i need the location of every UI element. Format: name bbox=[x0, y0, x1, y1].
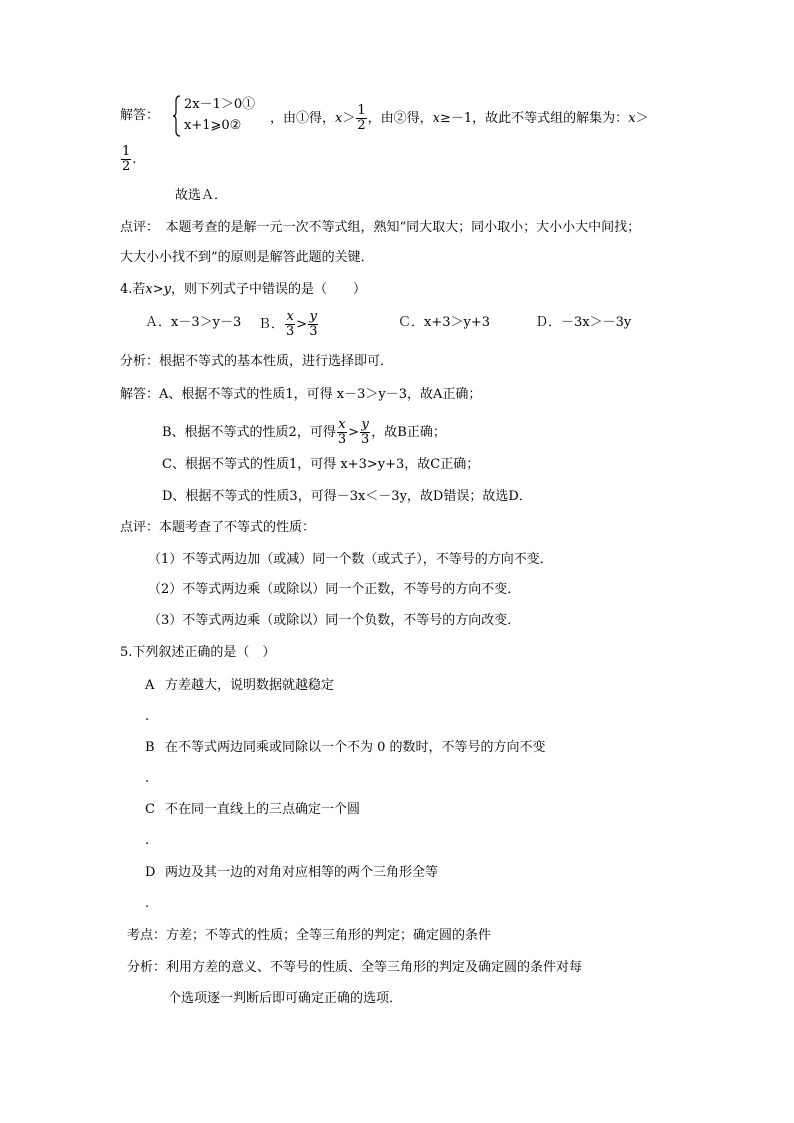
q5-option-d-text: 两边及其一边的对角对应相等的两个三角形全等 bbox=[165, 865, 439, 880]
q5-option-c-text: 不在同一直线上的三点确定一个圆 bbox=[165, 802, 361, 817]
q4-property-2: （2）不等式两边乘（或除以）同一个正数，不等号的方向不变． bbox=[148, 582, 521, 597]
fraction-one-half-2: $\frac{1}{2}$ bbox=[122, 144, 131, 174]
q3-solve-line-fraction: $\frac{1}{2}$ . bbox=[122, 144, 137, 174]
q4-option-c: Ｃ．x+3＞y+3 bbox=[398, 315, 491, 330]
inequality-system bbox=[172, 95, 272, 137]
q3-solve-line: ，由①得，x＞ $\frac{1}{2}$ ，由②得，x≥－1，故此不等式组的解集为：x＞ bbox=[270, 103, 649, 133]
q4-answer-d: D、根据不等式的性质3，可得－3x＜－3y，故D错误；故选D． bbox=[162, 489, 532, 504]
q5-option-a-letter: A bbox=[145, 678, 155, 693]
q5-option-b-text: 在不等式两边同乘或同除以一个不为 0 的数时，不等号的方向不变 bbox=[165, 740, 546, 755]
q3-answer-label: 解答： bbox=[120, 108, 160, 123]
q4-option-d: Ｄ．－3x＞－3y bbox=[535, 315, 632, 330]
q4-comment: 点评：本题考查了不等式的性质： bbox=[120, 520, 316, 535]
q4-answer-a: 解答：A、根据不等式的性质1，可得 x－3＞y－3，故A正确； bbox=[120, 387, 482, 402]
q5-analysis-1: 分析：利用方差的意义、不等号的性质、全等三角形的判定及确定圆的条件对每 bbox=[127, 960, 583, 975]
system-row-2: x+1⩾0② bbox=[184, 118, 242, 133]
system-row-1: 2x－1＞0① bbox=[184, 97, 256, 112]
q4-property-1: （1）不等式两边加（或减）同一个数（或式子），不等号的方向不变． bbox=[148, 552, 553, 567]
q4-analysis: 分析：根据不等式的基本性质，进行选择即可． bbox=[120, 354, 394, 369]
q3-choose: 故选Ａ． bbox=[175, 188, 228, 203]
q5-option-c-letter: C bbox=[145, 802, 155, 817]
q5-option-d-letter: D bbox=[145, 865, 156, 880]
q5-option-a-text: 方差越大，说明数据就越稳定 bbox=[165, 678, 335, 693]
q4-stem: 4.若x>y，则下列式子中错误的是（ ） bbox=[120, 282, 367, 297]
q4-property-3: （3）不等式两边乘（或除以）同一个负数，不等号的方向改变． bbox=[148, 613, 521, 628]
q4-answer-b: B、根据不等式的性质2，可得 $\frac{x}{3}$ > $\frac{y}{3}$ ，故B正确； bbox=[162, 417, 446, 447]
q5-option-d-dot: . bbox=[145, 896, 150, 911]
q5-analysis-2: 个选项逐一判断后即可确定正确的选项． bbox=[168, 991, 403, 1006]
q3-comment-2: 大大小小找不到”的原则是解答此题的关键． bbox=[120, 250, 374, 265]
q4-answer-c: C、根据不等式的性质1，可得 x+3>y+3，故C正确； bbox=[162, 457, 480, 472]
q5-option-c-dot: . bbox=[145, 833, 150, 848]
q4-option-a: Ａ．x－3＞y－3 bbox=[145, 315, 242, 330]
q3-comment-1: 点评： 本题考查的是解一元一次不等式组，熟知“同大取大；同小取小；大小小大中间找； bbox=[120, 220, 641, 235]
q5-kaodian: 考点：方差；不等式的性质；全等三角形的判定；确定圆的条件 bbox=[127, 928, 492, 943]
q5-stem: 5.下列叙述正确的是（ ） bbox=[120, 645, 276, 660]
q5-option-b-letter: B bbox=[145, 740, 155, 755]
left-brace-icon bbox=[172, 95, 182, 137]
q5-option-a-dot: . bbox=[145, 709, 150, 724]
q4-option-b: Ｂ． $\frac{x}{3}$ > $\frac{y}{3}$ bbox=[258, 309, 318, 339]
fraction-one-half: $\frac{1}{2}$ bbox=[357, 103, 366, 133]
q5-option-b-dot: . bbox=[145, 771, 150, 786]
